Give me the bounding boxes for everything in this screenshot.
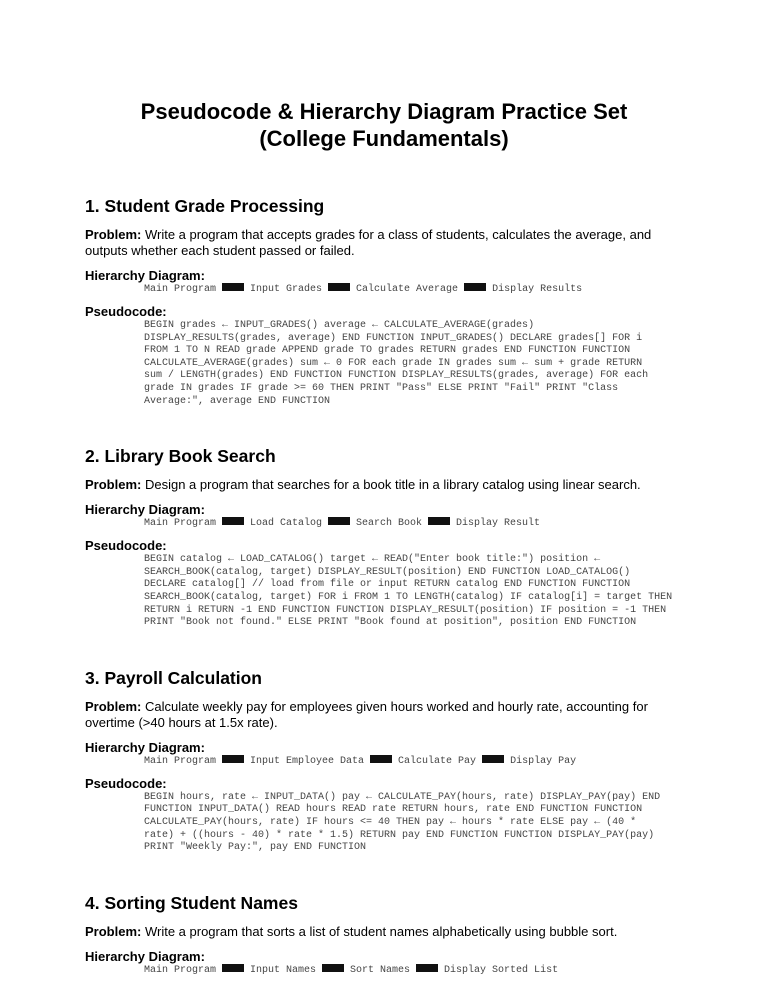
connector-block bbox=[482, 755, 504, 763]
diagram-node: Input Employee Data bbox=[250, 755, 365, 767]
hierarchy-label: Hierarchy Diagram: bbox=[85, 739, 205, 755]
code-line: CALCULATE_AVERAGE(grades) sum ← 0 FOR each grade IN grades sum ← sum + grade RETURN bbox=[144, 357, 643, 369]
section-heading: 4. Sorting Student Names bbox=[85, 892, 298, 913]
document-title bbox=[85, 98, 683, 152]
section-heading: 2. Library Book Search bbox=[85, 446, 276, 467]
code-line: DISPLAY_RESULTS(grades, average) END FUNCTION INPUT_GRADES() DECLARE grades[] FOR i bbox=[144, 332, 643, 344]
code-line: RETURN i RETURN -1 END FUNCTION FUNCTION DISPLAY_RESULT(position) IF position = -1 THEN bbox=[144, 604, 667, 616]
connector-block bbox=[428, 517, 450, 525]
connector-block bbox=[328, 517, 350, 525]
pseudocode-block bbox=[144, 320, 683, 408]
diagram-node: Search Book bbox=[356, 518, 423, 530]
connector-block bbox=[370, 755, 392, 763]
code-line: FUNCTION INPUT_DATA() READ hours READ rate RETURN hours, rate END FUNCTION FUNCTION bbox=[144, 804, 643, 816]
diagram-node: Main Program bbox=[144, 755, 217, 767]
problem-statement bbox=[85, 699, 683, 731]
connector-block bbox=[328, 283, 350, 291]
title-line-1: Pseudocode & Hierarchy Diagram Practice Set bbox=[140, 99, 628, 124]
problem-statement bbox=[85, 227, 683, 259]
title-line-2: (College Fundamentals) bbox=[259, 126, 509, 151]
code-line: DECLARE catalog[] // load from file or input RETURN catalog END FUNCTION FUNCTION bbox=[144, 579, 631, 591]
pseudocode-label: Pseudocode: bbox=[85, 538, 167, 554]
code-line: Average:", average END FUNCTION bbox=[144, 395, 331, 407]
pseudocode-block bbox=[144, 792, 683, 855]
section-heading: 3. Payroll Calculation bbox=[85, 667, 262, 688]
problem-text: Design a program that searches for a book title in a library catalog using linear search. bbox=[144, 477, 641, 493]
code-line: SEARCH_BOOK(catalog, target) FOR i FROM 1 TO LENGTH(catalog) IF catalog[i] = target THEN bbox=[144, 591, 673, 603]
pseudocode-block bbox=[144, 554, 683, 630]
practice-section bbox=[85, 446, 683, 630]
problem-label: Problem: bbox=[85, 227, 142, 242]
diagram-node: Calculate Average bbox=[356, 284, 459, 295]
code-line: BEGIN grades ← INPUT_GRADES() average ← CALCULATE_AVERAGE(grades) bbox=[144, 320, 535, 331]
practice-section bbox=[85, 893, 683, 977]
problem-text: Calculate weekly pay for employees given hours worked and hourly rate, accounting for overtime (>40 hours at 1.5x rate). bbox=[85, 698, 648, 730]
hierarchy-diagram bbox=[144, 283, 683, 296]
problem-label: Problem: bbox=[85, 923, 142, 939]
problem-statement bbox=[85, 924, 683, 940]
section-heading: 1. Student Grade Processing bbox=[85, 196, 325, 216]
hierarchy-diagram bbox=[144, 964, 683, 977]
practice-section bbox=[85, 196, 683, 408]
diagram-node: Display Pay bbox=[510, 755, 577, 767]
problem-label: Problem: bbox=[85, 477, 142, 493]
sections-container bbox=[85, 196, 683, 977]
code-line: sum / LENGTH(grades) END FUNCTION FUNCTION DISPLAY_RESULTS(grades, average) FOR each bbox=[144, 370, 649, 382]
diagram-node: Main Program bbox=[144, 964, 217, 976]
connector-block bbox=[222, 755, 244, 763]
problem-label: Problem: bbox=[85, 698, 142, 714]
code-line: FROM 1 TO N READ grade APPEND grade TO grades RETURN grades END FUNCTION FUNCTION bbox=[144, 345, 631, 357]
connector-block bbox=[464, 283, 486, 291]
practice-section bbox=[85, 668, 683, 855]
connector-block bbox=[416, 964, 438, 972]
diagram-node: Display Sorted List bbox=[444, 964, 559, 976]
diagram-node: Display Results bbox=[492, 284, 583, 295]
diagram-node: Load Catalog bbox=[250, 518, 323, 530]
problem-statement bbox=[85, 477, 683, 493]
diagram-node: Input Names bbox=[250, 964, 317, 976]
problem-text: Write a program that sorts a list of student names alphabetically using bubble sort. bbox=[144, 923, 618, 939]
code-line: SEARCH_BOOK(catalog, target) DISPLAY_RESULT(position) END FUNCTION LOAD_CATALOG() bbox=[144, 566, 631, 578]
code-line: rate) + ((hours - 40) * rate * 1.5) RETURN pay END FUNCTION FUNCTION DISPLAY_PAY(pay) bbox=[144, 829, 655, 841]
diagram-node: Sort Names bbox=[350, 964, 411, 976]
problem-text: Write a program that accepts grades for a class of students, calculates the average, and outputs whether each student passed or failed. bbox=[85, 227, 652, 258]
hierarchy-diagram bbox=[144, 517, 683, 530]
code-line: BEGIN hours, rate ← INPUT_DATA() pay ← CALCULATE_PAY(hours, rate) DISPLAY_PAY(pay) END bbox=[144, 791, 661, 803]
connector-block bbox=[322, 964, 344, 972]
code-line: PRINT "Book not found." ELSE PRINT "Book found at position", position END FUNCTION bbox=[144, 617, 637, 629]
diagram-node: Display Result bbox=[456, 518, 541, 530]
connector-block bbox=[222, 964, 244, 972]
connector-block bbox=[222, 517, 244, 525]
pseudocode-label: Pseudocode: bbox=[85, 304, 167, 319]
code-line: PRINT "Weekly Pay:", pay END FUNCTION bbox=[144, 842, 367, 854]
diagram-node: Calculate Pay bbox=[398, 755, 477, 767]
code-line: grade IN grades IF grade >= 60 THEN PRINT "Pass" ELSE PRINT "Fail" PRINT "Class bbox=[144, 382, 619, 394]
hierarchy-label: Hierarchy Diagram: bbox=[85, 502, 205, 518]
hierarchy-label: Hierarchy Diagram: bbox=[85, 948, 205, 964]
diagram-node: Main Program bbox=[144, 518, 217, 530]
pseudocode-label: Pseudocode: bbox=[85, 775, 167, 791]
connector-block bbox=[222, 283, 244, 291]
code-line: BEGIN catalog ← LOAD_CATALOG() target ← READ("Enter book title:") position ← bbox=[144, 554, 601, 566]
hierarchy-label: Hierarchy Diagram: bbox=[85, 268, 205, 283]
hierarchy-diagram bbox=[144, 755, 683, 768]
code-line: CALCULATE_PAY(hours, rate) IF hours <= 40 THEN pay ← hours * rate ELSE pay ← (40 * bbox=[144, 816, 637, 828]
diagram-node: Input Grades bbox=[250, 284, 323, 295]
diagram-node: Main Program bbox=[144, 284, 217, 295]
